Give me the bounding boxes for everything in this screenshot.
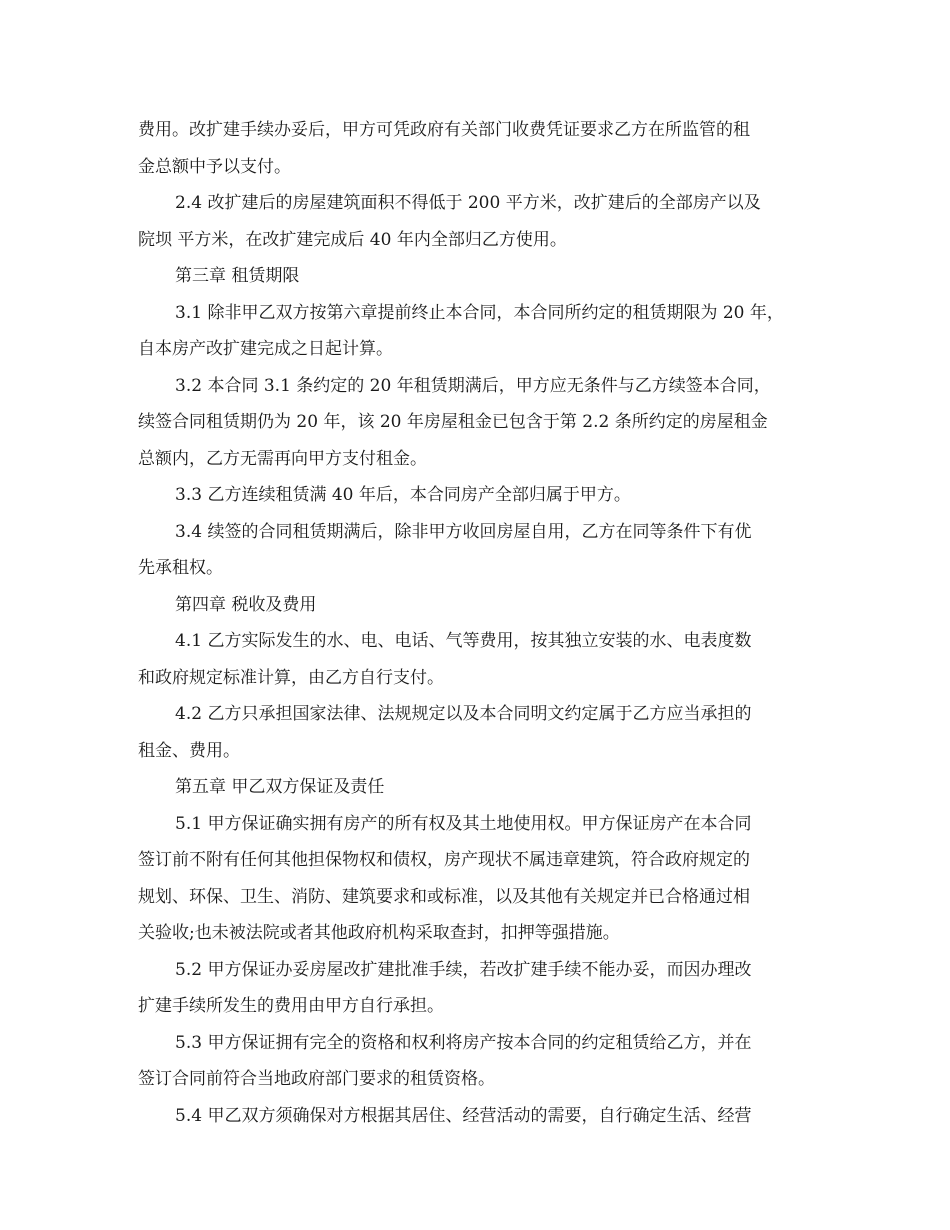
text-line: 自本房产改扩建完成之日起计算。 (138, 339, 393, 359)
text-line: 3.4 续签的合同租赁期满后，除非甲方收回房屋自用，乙方在同等条件下有优 (175, 521, 752, 542)
chapter-heading: 第三章 租赁期限 (175, 266, 300, 286)
text-line: 5.1 甲方保证确实拥有房产的所有权及其土地使用权。甲方保证房产在本合同 (175, 813, 752, 834)
text-line: 4.1 乙方实际发生的水、电、电话、气等费用，按其独立安装的水、电表度数 (175, 631, 752, 651)
text-line: 3.3 乙方连续租赁满 40 年后，本合同房产全部归属于甲方。 (175, 485, 631, 505)
text-line: 先承租权。 (138, 558, 223, 578)
text-line: 租金、费用。 (138, 740, 240, 761)
text-line: 续签合同租赁期仍为 20 年，该 20 年房屋租金已包含于第 2.2 条所约定的房屋租金 (138, 412, 768, 432)
text-line: 院坝 平方米，在改扩建完成后 40 年内全部归乙方使用。 (138, 229, 567, 250)
text-line: 签订合同前符合当地政府部门要求的租赁资格。 (138, 1069, 495, 1089)
text-line: 规划、环保、卫生、消防、建筑要求和或标准，以及其他有关规定并已合格通过相 (138, 886, 750, 907)
text-line: 2.4 改扩建后的房屋建筑面积不得低于 200 平方米，改扩建后的全部房产以及 (175, 193, 761, 213)
text-line: 总额内，乙方无需再向甲方支付租金。 (138, 448, 427, 469)
text-line: 签订前不附有任何其他担保物权和债权，房产现状不属违章建筑，符合政府规定的 (138, 850, 750, 870)
text-line: 3.1 除非甲乙双方按第六章提前终止本合同，本合同所约定的租赁期限为 20 年， (175, 302, 784, 323)
text-line: 5.3 甲方保证拥有完全的资格和权利将房产按本合同的约定租赁给乙方，并在 (175, 1032, 752, 1053)
text-line: 关验收;也未被法院或者其他政府机构采取查封，扣押等强措施。 (138, 923, 620, 943)
text-line: 费用。改扩建手续办妥后，甲方可凭政府有关部门收费凭证要求乙方在所监管的租 (138, 120, 750, 140)
chapter-heading: 第四章 税收及费用 (175, 594, 317, 615)
text-line: 5.2 甲方保证办妥房屋改扩建批准手续，若改扩建手续不能办妥，而因办理改 (175, 959, 752, 980)
chapter-heading: 第五章 甲乙双方保证及责任 (175, 777, 385, 797)
text-line: 和政府规定标准计算，由乙方自行支付。 (138, 667, 444, 688)
text-line: 4.2 乙方只承担国家法律、法规规定以及本合同明文约定属于乙方应当承担的 (175, 704, 752, 724)
text-line: 金总额中予以支付。 (138, 156, 291, 177)
document-body (138, 112, 818, 1134)
text-line: 扩建手续所发生的费用由甲方自行承担。 (138, 996, 444, 1016)
text-line: 5.4 甲乙双方须确保对方根据其居住、经营活动的需要，自行确定生活、经营 (175, 1105, 752, 1126)
text-line: 3.2 本合同 3.1 条约定的 20 年租赁期满后，甲方应无条件与乙方续签本合同， (175, 375, 771, 396)
